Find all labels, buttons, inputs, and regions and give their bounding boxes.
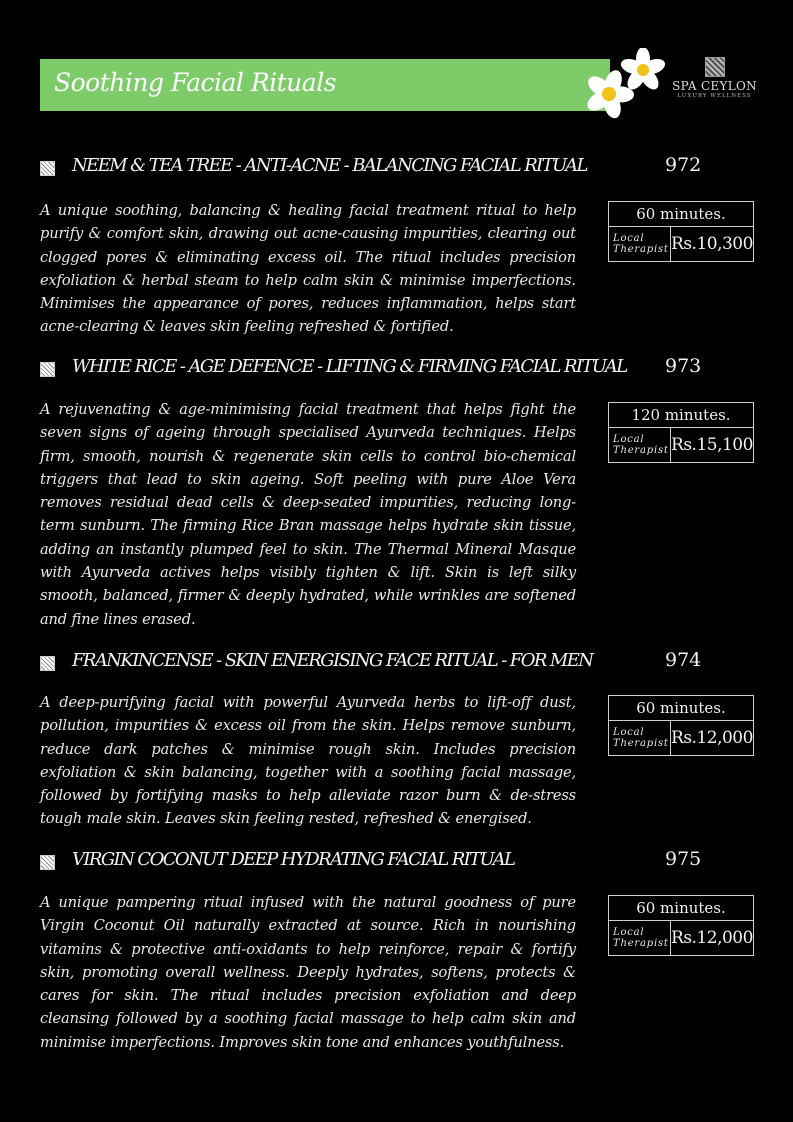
price: Rs.12,000 xyxy=(671,728,753,748)
service-description: A rejuvenating & age-minimising facial treatment that helps fight the seven signs of ageing through specialised Ayurveda techniques. Helps firm, smooth, nourish & regenerate skin cells to control bio-chemical triggers that lead to skin ageing. Soft peeling with pure Aloe Vera removes residual dead cells & deep-seated impurities, reducing long-term sunburn. The firming Rice Bran massage helps hydrate skin tissue, adding an instantly plumped feel to skin. The Thermal Mineral Masque with Ayurveda actives helps visibly tighten & lift. Skin is left silky smooth, balanced, firmer & deeply hydrated, while wrinkles are softened and fine lines erased. xyxy=(40,401,576,628)
service-item xyxy=(40,848,760,1051)
therapist-label: Local Therapist xyxy=(609,921,671,955)
therapist-label: Local Therapist xyxy=(609,227,671,261)
price: Rs.10,300 xyxy=(671,234,753,254)
service-title: VIRGIN COCONUT DEEP HYDRATING FACIAL RITUAL xyxy=(72,849,515,870)
duration: 120 minutes. xyxy=(609,403,753,428)
therapist-label: Local Therapist xyxy=(609,721,671,755)
therapist-label: Local Therapist xyxy=(609,428,671,462)
brand-emblem-icon xyxy=(705,57,725,77)
duration: 60 minutes. xyxy=(609,202,753,227)
service-item xyxy=(40,355,760,628)
service-code: 975 xyxy=(665,848,702,870)
service-title: WHITE RICE - AGE DEFENCE - LIFTING & FIRMING FACIAL RITUAL xyxy=(72,356,627,377)
brand-logo xyxy=(672,57,757,99)
bullet-icon xyxy=(40,656,55,671)
price-box xyxy=(608,695,754,756)
price: Rs.12,000 xyxy=(671,928,753,948)
frangipani-flowers-icon xyxy=(585,48,675,128)
page-title: Soothing Facial Rituals xyxy=(54,68,337,97)
service-code: 973 xyxy=(665,355,702,377)
service-code: 974 xyxy=(665,649,702,671)
bullet-icon xyxy=(40,855,55,870)
service-title: NEEM & TEA TREE - ANTI-ACNE - BALANCING FACIAL RITUAL xyxy=(72,155,587,176)
service-description: A unique pampering ritual infused with the natural goodness of pure Virgin Coconut Oil naturally extracted at source. Rich in nourishing vitamins & protective anti-oxidants to help reinforce, repair & fortify skin, promoting overall wellness. Deeply hydrates, softens, protects & cares for skin. The ritual includes precision exfoliation and deep cleansing followed by a soothing facial massage to help calm skin and minimise imperfections. Improves skin tone and enhances youthfulness. xyxy=(40,894,576,1051)
service-code: 972 xyxy=(665,154,702,176)
price: Rs.15,100 xyxy=(671,435,753,455)
service-description: A deep-purifying facial with powerful Ayurveda herbs to lift-off dust, pollution, impurities & excess oil from the skin. Helps remove sunburn, reduce dark patches & minimise rough skin. Includes precision exfoliation & skin balancing, together with a soothing facial massage, followed by fortifying masks to help alleviate razor burn & de-stress tough male skin. Leaves skin feeling rested, refreshed & energised. xyxy=(40,694,576,828)
bullet-icon xyxy=(40,362,55,377)
service-title: FRANKINCENSE - SKIN ENERGISING FACE RITUAL - FOR MEN xyxy=(72,650,593,671)
duration: 60 minutes. xyxy=(609,896,753,921)
service-description: A unique soothing, balancing & healing facial treatment ritual to help purify & comfort skin, drawing out acne-causing impurities, clearing out clogged pores & eliminating excess oil. The ritual includes precision exfoliation & herbal steam to help calm skin & minimise imperfections. Minimises the appearance of pores, reduces inflammation, helps start acne-clearing & leaves skin feeling refreshed & fortified. xyxy=(40,202,576,336)
service-item xyxy=(40,154,760,336)
header-banner xyxy=(40,59,610,111)
bullet-icon xyxy=(40,161,55,176)
price-box xyxy=(608,402,754,463)
price-box xyxy=(608,895,754,956)
price-box xyxy=(608,201,754,262)
duration: 60 minutes. xyxy=(609,696,753,721)
brand-name: SPA CEYLON xyxy=(672,79,757,93)
brand-tagline: LUXURY WELLNESS xyxy=(677,93,752,99)
service-item xyxy=(40,649,760,828)
